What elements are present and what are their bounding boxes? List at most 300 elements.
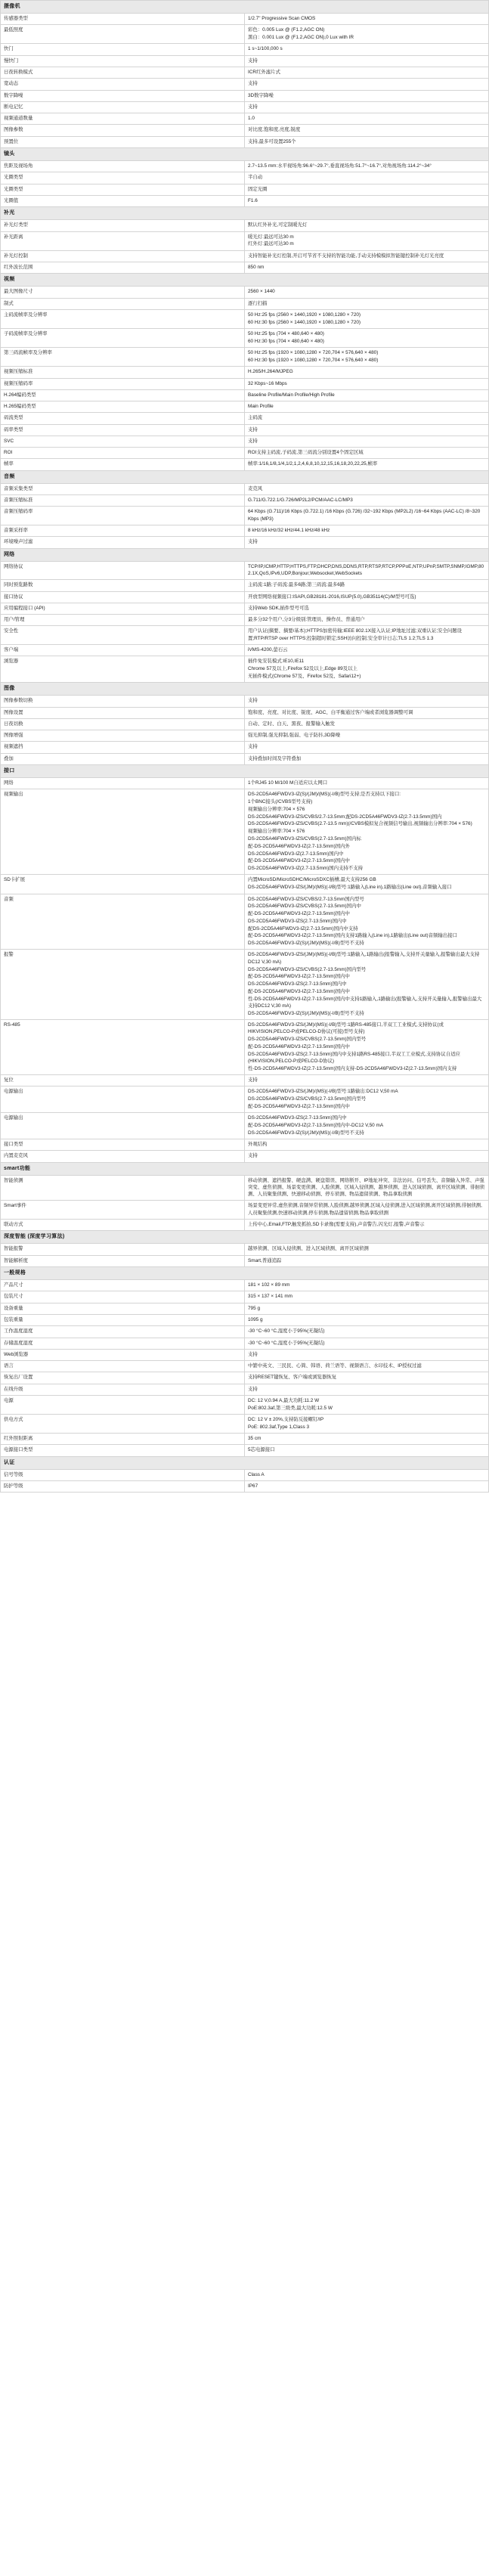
section-title: 音频 — [1, 470, 489, 483]
spec-value — [245, 742, 489, 753]
spec-value-line: 无插件模式(Chrome 57及、Firefox 52及、Safari12+) — [248, 673, 361, 679]
spec-value-line: 3D数字降噪 — [248, 92, 274, 98]
spec-value — [245, 436, 489, 447]
spec-value — [245, 262, 489, 274]
spec-value-line: 支持 — [248, 438, 258, 444]
spec-value-line: DS-2CD5A46FWDV3-IZ(2.7-13.5mm)国内中 — [248, 851, 344, 857]
spec-label: 网络协议 — [1, 561, 245, 580]
spec-row — [1, 367, 489, 378]
spec-row — [1, 1113, 489, 1139]
spec-value-line: 2.7~13.5 mm:水平视场角:96.6°~29.7°,垂直视场角:51.7°~16.7°,对角视场角:114.2°~34° — [248, 163, 432, 169]
spec-value-line: 50 Hz:25 fps (1920 × 1080,1280 × 720,704 × 576,640 × 480) — [248, 350, 379, 356]
spec-value-line: DS-2CD5A46FWDV3-IZS/(JM)/(MS)(-I/B)型号:1路输出:DC12 V,50 mA — [248, 1089, 398, 1095]
spec-label: 图像增强 — [1, 730, 245, 742]
spec-label: 音频 — [1, 894, 245, 950]
spec-value-line: 支持 — [248, 744, 258, 750]
spec-label: 工作温度湿度 — [1, 1326, 245, 1338]
spec-label: H.265编码类型 — [1, 401, 245, 413]
spec-row — [1, 14, 489, 25]
spec-value-line: ICR红外滤片式 — [248, 70, 280, 76]
spec-value-line: 配-DS-2CD5A46FWDV3-IZ(2.7-13.5mm)国内支持1路输入(Line in),1路输出(Line out)音频输出接口 — [248, 933, 457, 939]
spec-label: 用户/管理 — [1, 615, 245, 626]
spec-value-line: 中繁中英文、三民民、心简、韩语、荷兰语等、视频语言、水印技术、IP授权过滤 — [248, 1363, 422, 1369]
spec-label: 补光灯控制 — [1, 250, 245, 262]
spec-value — [245, 1361, 489, 1372]
spec-label: 电源接口类型 — [1, 1445, 245, 1456]
spec-label: 语言 — [1, 1361, 245, 1372]
spec-label: 补光灯类型 — [1, 220, 245, 231]
spec-value-line: 配-DS-2CD5A46FWDV3-IZ(2.7-13.5mm)国内中 — [248, 1043, 350, 1049]
spec-value-line: 支持 — [248, 1386, 258, 1392]
spec-value-line: 配-DS-2CD5A46FWDV3-IZ(2.7-13.5mm)国内中 — [248, 1103, 350, 1109]
spec-value — [245, 1151, 489, 1162]
spec-value — [245, 79, 489, 90]
spec-value-line: DS-2CD5A46FWDV3-IZ(S)/(JM)/(MS)(-I/B)型号不支持 — [248, 941, 364, 947]
spec-value-line: 1.0 — [248, 116, 255, 122]
spec-label: 传感器类型 — [1, 14, 245, 25]
spec-value — [245, 561, 489, 580]
spec-label: 红外照射距离 — [1, 1434, 245, 1445]
spec-row — [1, 730, 489, 742]
spec-value — [245, 1469, 489, 1480]
spec-value — [245, 525, 489, 537]
spec-value-line: 自动、定时、白天、黑夜、报警输入触发 — [248, 721, 336, 727]
section-header-row — [1, 148, 489, 161]
spec-label: 存储温度湿度 — [1, 1338, 245, 1349]
spec-row — [1, 1434, 489, 1445]
spec-row — [1, 1395, 489, 1414]
spec-value-line: 5芯电源接口 — [248, 1447, 275, 1453]
spec-value-line: 配DS-2CD5A46FWDV3-IZ(2.7-13.5mm)国内中支持 — [248, 925, 358, 932]
spec-value-line: 支持Web SDK,插件型号可选 — [248, 605, 309, 611]
spec-row — [1, 55, 489, 67]
spec-value-line: 支持RESET键恢复、客户端或浏览器恢复 — [248, 1375, 337, 1381]
spec-label: 防护等级 — [1, 1481, 245, 1493]
spec-value-line: Chrome 57及以上,Firefox 52及以上,Edge 89及以上 — [248, 666, 357, 672]
spec-label: 数字降噪 — [1, 90, 245, 101]
spec-value-line: 移动侦测、遮挡报警、硬盘满、硬盘错误、网络断开、IP地址冲突、非法访问、信号丢失、音频输入异常、声强突变、虚焦侦测、场景变更侦测、人脸侦测、区域入侵侦测、越界侦测、进入区域侦测、离开区域侦测、徘徊侦测、人员聚集侦测、快速移动侦测、停车侦测、物品遗留侦测、物品拿取侦测 — [248, 1177, 485, 1198]
spec-value — [245, 718, 489, 730]
spec-value-line: 1 s~1/100,000 s — [248, 46, 283, 52]
spec-label: 最大图像尺寸 — [1, 287, 245, 298]
section-title: 网络 — [1, 548, 489, 561]
spec-value-line: 支持 — [248, 426, 258, 432]
spec-value — [245, 1020, 489, 1075]
spec-value — [245, 250, 489, 262]
spec-value-line: 支持,最多可设置255个 — [248, 138, 296, 144]
spec-value — [245, 348, 489, 367]
spec-value — [245, 401, 489, 413]
spec-value — [245, 310, 489, 329]
spec-row — [1, 1372, 489, 1384]
spec-value — [245, 644, 489, 656]
spec-value-line: DS-2CD5A46FWDV3-IZ(S)/(JM)/(MS)(-I/B)型号不支持 — [248, 1010, 364, 1016]
spec-label: 焦距及视场角 — [1, 161, 245, 172]
spec-row — [1, 125, 489, 136]
spec-value-line: 固定光圈 — [248, 186, 268, 192]
spec-label: 光圈值 — [1, 196, 245, 207]
spec-value-line: 60 Hz:30 fps (704 × 480,640 × 480) — [248, 338, 324, 344]
spec-value — [245, 67, 489, 79]
spec-label: 接口协议 — [1, 591, 245, 603]
spec-value — [245, 753, 489, 764]
spec-value-line: 彩色：0.005 Lux @ (F1.2,AGC ON) — [248, 27, 325, 33]
spec-row — [1, 894, 489, 950]
spec-label: 补光距离 — [1, 231, 245, 250]
spec-value-line: DS-2CD5A46FWDV3-IZ(2.7-13.5mm)国内支持不支持 — [248, 866, 363, 872]
spec-label: 断电记忆 — [1, 101, 245, 113]
spec-row — [1, 1074, 489, 1086]
spec-row — [1, 329, 489, 348]
spec-row — [1, 603, 489, 614]
spec-label: 红外波长范围 — [1, 262, 245, 274]
spec-row — [1, 1139, 489, 1150]
spec-row — [1, 262, 489, 274]
spec-value — [245, 459, 489, 470]
section-title: 深度智能 (深度学习算法) — [1, 1231, 489, 1244]
spec-value — [245, 25, 489, 44]
spec-value-line: 性-DS-2CD5A46FWDV3-IZ(2.7-13.5mm)国内支持-DS-2CD5A46FWDV3-IZ(2.7-13.5mm)国内支持 — [248, 1065, 457, 1071]
spec-value-line: DS-2CD5A46FWDV3-IZS/CVBS/2.7-13.5mm国内型号 — [248, 896, 364, 902]
spec-row — [1, 525, 489, 537]
spec-value — [245, 184, 489, 195]
spec-value — [245, 495, 489, 507]
spec-row — [1, 1201, 489, 1220]
spec-label: 智能报警 — [1, 1244, 245, 1255]
spec-value-line: 支持 — [248, 1153, 258, 1159]
spec-row — [1, 298, 489, 309]
spec-value — [245, 448, 489, 459]
spec-value — [245, 875, 489, 894]
spec-row — [1, 778, 489, 789]
spec-label: H.264编码类型 — [1, 389, 245, 401]
spec-row — [1, 67, 489, 79]
spec-label: 音频采集类型 — [1, 483, 245, 494]
spec-row — [1, 950, 489, 1020]
spec-value-line: 795 g — [248, 1305, 260, 1311]
spec-value-line: 插件免安装模式:IE10,IE11 — [248, 659, 305, 665]
spec-label: 接口类型 — [1, 1139, 245, 1150]
spec-value — [245, 125, 489, 136]
spec-row — [1, 626, 489, 645]
spec-row — [1, 172, 489, 184]
spec-label: 设备重量 — [1, 1303, 245, 1314]
spec-row — [1, 561, 489, 580]
spec-row — [1, 1280, 489, 1291]
spec-value-line: 配-DS-2CD5A46FWDV3-IZ(2.7-13.5mm)国内中 — [248, 911, 350, 917]
spec-value-line: 帧率:1/16,1/8,1/4,1/2,1,2,4,6,8,10,12,15,16,18,20,22,25,帧率 — [248, 461, 378, 467]
spec-label: 在线升级 — [1, 1384, 245, 1395]
spec-value-line: 64 Kbps (G.711)/16 Kbps (G.722.1) /16 Kbps (G.726) /32~192 Kbps (MP2L2) /16~64 Kbps (AAC-LC) /8~320 Kbps (MP3) — [248, 509, 481, 522]
spec-label: 内置麦克风 — [1, 1151, 245, 1162]
section-header-row — [1, 274, 489, 287]
spec-value-line: DS-2CD5A46FWDV3-IZS(2.7-13.5mm)国内中 — [248, 1115, 347, 1121]
spec-row — [1, 1020, 489, 1075]
section-header-row — [1, 1231, 489, 1244]
spec-label: 制式 — [1, 298, 245, 309]
spec-value — [245, 789, 489, 875]
spec-value-line: 35 cm — [248, 1436, 262, 1442]
spec-value-line: 1/2.7" Progressive Scan CMOS — [248, 16, 316, 22]
spec-label: 光圈类型 — [1, 184, 245, 195]
spec-value-line: H.265/H.264/MJPEG — [248, 369, 293, 375]
spec-row — [1, 1361, 489, 1372]
spec-row — [1, 401, 489, 413]
spec-value-line: ROI支持主码流,子码流,第三码流分别设置4个固定区域 — [248, 450, 364, 456]
spec-value — [245, 1445, 489, 1456]
spec-label: 预置位 — [1, 136, 245, 147]
spec-row — [1, 1338, 489, 1349]
spec-label: 信号等级 — [1, 1469, 245, 1480]
spec-value-line: 视频输出分辨率:704 × 576 — [248, 829, 305, 835]
spec-label: 视频通道数量 — [1, 113, 245, 125]
spec-value — [245, 1139, 489, 1150]
spec-value-line: 850 nm — [248, 265, 265, 271]
spec-value — [245, 1384, 489, 1395]
spec-value-line: 50 Hz:25 fps (704 × 480,640 × 480) — [248, 331, 324, 337]
spec-row — [1, 1326, 489, 1338]
spec-value-line: 配-DS-2CD5A46FWDV3-IZ(2.7-13.5mm)国内中 — [248, 858, 350, 864]
spec-label: 应用编程接口 (API) — [1, 603, 245, 614]
section-title: 补光 — [1, 207, 489, 220]
spec-row — [1, 250, 489, 262]
spec-value-line: 32 Kbps~16 Mbps — [248, 380, 287, 386]
spec-value-line: 支持 — [248, 1077, 258, 1083]
spec-value-line: PoE: 802.3af,Type 1,Class 3 — [248, 1424, 309, 1430]
spec-label: 图像设置 — [1, 707, 245, 718]
spec-value-line: 主码流 — [248, 415, 263, 421]
spec-row — [1, 591, 489, 603]
spec-label: 智能侦测 — [1, 1175, 245, 1201]
spec-row — [1, 448, 489, 459]
spec-value-line: iVMS-4200,萤石云 — [248, 646, 288, 653]
spec-value-line: 配-DS-2CD5A46FWDV3-IZ(2.7-13.5mm)国内中 — [248, 988, 350, 994]
spec-label: 智能解析度 — [1, 1255, 245, 1266]
spec-value — [245, 367, 489, 378]
spec-row — [1, 615, 489, 626]
spec-value — [245, 591, 489, 603]
spec-value-line: 配-DS-2CD5A46FWDV3-IZ(2.7-13.5mm)国内中 — [248, 974, 350, 980]
spec-value-line: 外观结构 — [248, 1141, 268, 1147]
spec-row — [1, 1384, 489, 1395]
spec-row — [1, 1415, 489, 1434]
spec-row — [1, 1255, 489, 1266]
spec-value — [245, 1201, 489, 1220]
spec-value-line: 支持 — [248, 57, 258, 64]
section-title: 镜头 — [1, 148, 489, 161]
spec-value — [245, 329, 489, 348]
spec-row — [1, 495, 489, 507]
spec-value — [245, 136, 489, 147]
spec-value-line: 场景变更异常,虚焦侦测,音频异常侦测,人脸侦测,越界侦测,区域入侵侦测,进入区域侦测,离开区域侦测,徘徊侦测,人员聚集侦测,快速移动侦测,停车侦测,物品遗留侦测,物品拿取侦测 — [248, 1203, 482, 1216]
spec-value — [245, 90, 489, 101]
spec-value-line: -30 °C~60 °C,湿度小于95%(无凝结) — [248, 1340, 325, 1346]
spec-label: 安全性 — [1, 626, 245, 645]
spec-row — [1, 1151, 489, 1162]
spec-row — [1, 580, 489, 591]
spec-value — [245, 615, 489, 626]
spec-row — [1, 1481, 489, 1493]
spec-row — [1, 1469, 489, 1480]
spec-row — [1, 348, 489, 367]
spec-value-line: DS-2CD5A46FWDV3-IZS/(JM)/(MS)(-I/B)型号:1路输入(Line in),1路输出(Line out),音频输入接口 — [248, 885, 452, 891]
spec-value-line: 60 Hz:30 fps (2560 × 1440,1920 × 1080,1280 × 720) — [248, 319, 361, 325]
section-header-row — [1, 683, 489, 696]
spec-value — [245, 378, 489, 389]
spec-value-line: 支持 — [248, 698, 258, 704]
spec-value-line: 对比度,饱和度,亮度,锐度 — [248, 127, 301, 133]
spec-value — [245, 707, 489, 718]
section-title: 一般规格 — [1, 1267, 489, 1280]
spec-value — [245, 1220, 489, 1231]
spec-value — [245, 1255, 489, 1266]
spec-value-line: 内置MicroSD/MicroSDHC/MicroSDXC插槽,最大支持256 GB — [248, 877, 376, 883]
spec-row — [1, 424, 489, 436]
spec-value — [245, 626, 489, 645]
spec-label: 视频输出 — [1, 789, 245, 875]
spec-row — [1, 44, 489, 55]
spec-value-line: 181 × 102 × 89 mm — [248, 1282, 290, 1288]
spec-label: 电源输出 — [1, 1113, 245, 1139]
spec-row — [1, 413, 489, 424]
spec-value-line: 最多分32个用户,分3分级别:管理员、操作员、普通用户 — [248, 617, 365, 623]
spec-row — [1, 220, 489, 231]
spec-row — [1, 1087, 489, 1113]
spec-row — [1, 1303, 489, 1314]
spec-value — [245, 603, 489, 614]
spec-value — [245, 161, 489, 172]
spec-label: RS-485 — [1, 1020, 245, 1075]
spec-value — [245, 696, 489, 707]
spec-row — [1, 184, 489, 195]
spec-label: 视频遮挡 — [1, 742, 245, 753]
spec-label: 图像参数切换 — [1, 696, 245, 707]
spec-value — [245, 730, 489, 742]
spec-label: 日夜切换 — [1, 718, 245, 730]
spec-row — [1, 161, 489, 172]
spec-value-line: Class A — [248, 1471, 265, 1477]
spec-value — [245, 172, 489, 184]
spec-value-line: 315 × 137 × 141 mm — [248, 1294, 292, 1300]
spec-value-line: IP67 — [248, 1483, 258, 1489]
spec-label: 主码流帧率及分辨率 — [1, 310, 245, 329]
spec-label: 第三码流帧率及分辨率 — [1, 348, 245, 367]
spec-label: 同时预览路数 — [1, 580, 245, 591]
spec-value-line: 支持 — [248, 539, 258, 545]
spec-value-line: DS-2CD5A46FWDV3-IZ(S)/(JM)/(MS)(-I/B)型号不支持 — [248, 1130, 364, 1136]
spec-row — [1, 113, 489, 125]
spec-row — [1, 483, 489, 494]
spec-value-line: DS-2CD5A46FWDV3-IZS(2.7-13.5mm)国内中 — [248, 918, 347, 924]
spec-value-line: TCP/IP,ICMP,HTTP,HTTPS,FTP,DHCP,DNS,DDNS,RTP,RTSP,RTCP,PPPoE,NTP,UPnP,SMTP,SNMP,IGMP,802.1X,QoS,IPv6,UDP,Bonjour,Websocket,WebSockets — [248, 563, 484, 576]
spec-row — [1, 196, 489, 207]
spec-value — [245, 1175, 489, 1201]
spec-row — [1, 389, 489, 401]
spec-value-line: DS-2CD5A46FWDV3-IZS/(JM)/(MS)(-I/B)型号:1路RS-485接口,半双工工业模式,支持协议(或HIKVISION,PELCO-P或PELCO-D协议(可接)型号支持) — [248, 1022, 444, 1035]
spec-value — [245, 1074, 489, 1086]
spec-value-line: -30 °C~60 °C,湿度小于95%(无凝结) — [248, 1328, 325, 1334]
spec-row — [1, 436, 489, 447]
spec-row — [1, 1244, 489, 1255]
section-header-row — [1, 1456, 489, 1469]
spec-row — [1, 1349, 489, 1360]
spec-value-line: 支持 — [248, 1351, 258, 1357]
spec-value — [245, 1280, 489, 1291]
spec-label: 快门 — [1, 44, 245, 55]
spec-value-line: 逐行扫描 — [248, 300, 268, 306]
spec-value-line: 1个RJ45 10 M/100 M自适应以太网口 — [248, 780, 328, 786]
section-title: 视频 — [1, 274, 489, 287]
spec-value — [245, 220, 489, 231]
spec-row — [1, 136, 489, 147]
spec-label: 宽动态 — [1, 79, 245, 90]
spec-row — [1, 1315, 489, 1326]
spec-label: 日夜转换模式 — [1, 67, 245, 79]
spec-value — [245, 113, 489, 125]
spec-value-line: 暖光灯:最远可达30 m — [248, 234, 294, 240]
spec-value-line: G.711/G.722.1/G.726/MP2L2/PCM/AAC-LC/MP3 — [248, 498, 353, 504]
spec-value — [245, 101, 489, 113]
spec-row — [1, 507, 489, 525]
spec-value — [245, 1395, 489, 1414]
spec-value-line: DS-2CD5A46FWDV3-IZ(S)/(JM)/(MS)(-I/B)型号支持;是否支持以下接口: — [248, 792, 401, 798]
spec-label: SD卡扩展 — [1, 875, 245, 894]
spec-value — [245, 580, 489, 591]
spec-label: 帧率 — [1, 459, 245, 470]
section-title: 摄像机 — [1, 1, 489, 14]
spec-row — [1, 644, 489, 656]
spec-label: 最低照度 — [1, 25, 245, 44]
spec-label: 光圈类型 — [1, 172, 245, 184]
spec-value-line: 支持叠加时间及字符叠加 — [248, 755, 302, 761]
spec-value-line: 1个BNC接头(/CVBS型号支持) — [248, 799, 313, 805]
spec-label: 音频压缩码率 — [1, 507, 245, 525]
spec-label: 码流类型 — [1, 413, 245, 424]
spec-value-line: PoE:802.3af,第三级类,最大功耗:12.5 W — [248, 1405, 333, 1411]
spec-label: 联动方式 — [1, 1220, 245, 1231]
spec-row — [1, 1175, 489, 1201]
spec-value — [245, 1338, 489, 1349]
spec-label: 恢复出厂设置 — [1, 1372, 245, 1384]
spec-value-line: 50 Hz:25 fps (2560 × 1440,1920 × 1080,1280 × 720) — [248, 312, 361, 318]
section-header-row — [1, 1267, 489, 1280]
spec-row — [1, 753, 489, 764]
spec-value-line: Main Profile — [248, 404, 274, 410]
spec-row — [1, 101, 489, 113]
spec-label: 包装尺寸 — [1, 1291, 245, 1303]
spec-row — [1, 1291, 489, 1303]
spec-row — [1, 310, 489, 329]
spec-value — [245, 1481, 489, 1493]
spec-label: 叠加 — [1, 753, 245, 764]
spec-value — [245, 950, 489, 1020]
spec-row — [1, 25, 489, 44]
spec-row — [1, 1445, 489, 1456]
spec-row — [1, 537, 489, 548]
spec-value — [245, 389, 489, 401]
spec-value-line: DS-2CD5A46FWDV3-IZS(2.7-13.5mm)国内中支持1路RS-485接口,半双工工业模式,支持协议自适应(HIKVISION,PELCO-P或PELCO-D协议) — [248, 1051, 460, 1064]
spec-label: 码率类型 — [1, 424, 245, 436]
spec-value — [245, 1434, 489, 1445]
spec-label: 网络 — [1, 778, 245, 789]
spec-value — [245, 1372, 489, 1384]
spec-row — [1, 79, 489, 90]
spec-label: SVC — [1, 436, 245, 447]
spec-row — [1, 875, 489, 894]
spec-value-line: 支持 — [248, 104, 258, 110]
spec-value-line: 开放型网络视频接口:ISAPI,GB28181-2016,ISUP(5.0),GB35114(C)/M型号可选) — [248, 594, 416, 600]
spec-value-line: DS-2CD5A46FWDV3-IZS/CVBS(2.7-13.5mm)国内型号 — [248, 966, 367, 972]
